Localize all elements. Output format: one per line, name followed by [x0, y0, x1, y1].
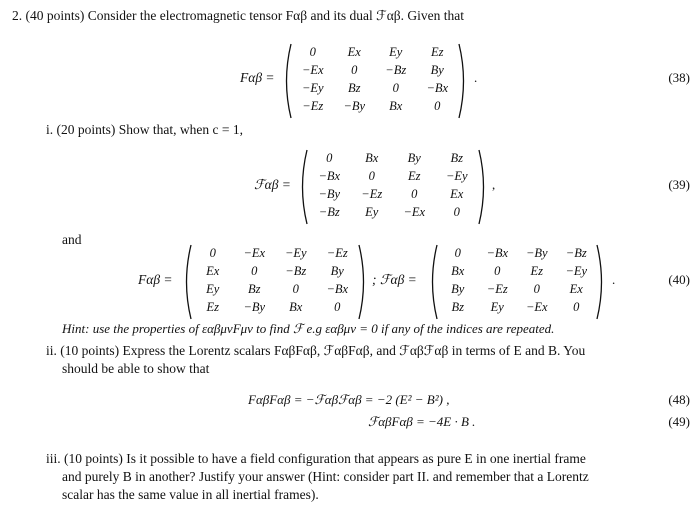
eq40-matrix-2 — [428, 243, 606, 321]
matrix-cell: Ey — [206, 282, 220, 296]
matrix-cell: 0 — [334, 300, 341, 314]
matrix-cell: Ex — [206, 264, 220, 278]
matrix-cell: Ez — [408, 169, 421, 183]
eq39-number: (39) — [668, 177, 690, 192]
part-iii-line3: scalar has the same value in all inertial frames). — [62, 487, 319, 502]
matrix-cell: By — [430, 63, 444, 77]
matrix-cell: −Ey — [565, 264, 588, 278]
left-paren — [303, 150, 308, 224]
matrix-cell: −Ey — [445, 169, 468, 183]
matrix-cell: 0 — [292, 282, 299, 296]
matrix-cell: Ez — [530, 264, 543, 278]
matrix-cell: −Ex — [525, 300, 548, 314]
matrix-cell: Bz — [248, 282, 261, 296]
eq40-number: (40) — [668, 272, 690, 287]
left-paren — [287, 44, 292, 118]
matrix-cell: Bx — [365, 151, 379, 165]
eq38-lhs: Fαβ = — [240, 70, 275, 85]
matrix-cell: 0 — [309, 45, 316, 59]
matrix-cell: −Bx — [318, 169, 341, 183]
right-paren — [359, 245, 364, 319]
matrix-cell: 0 — [453, 205, 460, 219]
part-iii-line1: iii. (10 points) Is it possible to have a field configuration that appears as pure E in one inertial frame — [46, 451, 586, 466]
eq48-number: (48) — [668, 392, 690, 407]
matrix-cell: By — [407, 151, 421, 165]
matrix-cell: Bz — [450, 151, 463, 165]
matrix-cell: −Bz — [285, 264, 307, 278]
part-iii-line2: and purely B in another? Justify your answer (Hint: consider part II. and remember that a Lorentz — [62, 469, 589, 484]
matrix-cell: 0 — [573, 300, 580, 314]
eq39-lhs: ℱαβ = — [254, 177, 291, 192]
matrix-cell: Bz — [451, 300, 464, 314]
hint-text: Hint: use the properties of εαβμνFμν to find ℱ e.g εαβμν = 0 if any of the indices are repeated. — [62, 321, 555, 336]
eq38-number: (38) — [668, 70, 690, 85]
matrix-cell: −Ez — [361, 187, 383, 201]
matrix-cell: By — [330, 264, 344, 278]
eq48-text: FαβFαβ = −ℱαβℱαβ = −2 (E² − B²) , — [248, 392, 450, 407]
matrix-cell: 0 — [454, 246, 461, 260]
part-ii-line1: ii. (10 points) Express the Lorentz scalars FαβFαβ, ℱαβFαβ, and ℱαβℱαβ in terms of E and B. You — [46, 343, 586, 358]
matrix-cell: −Ez — [326, 246, 348, 260]
matrix-cell: 0 — [392, 81, 399, 95]
matrix-cell: By — [451, 282, 465, 296]
matrix-cell: Bx — [451, 264, 465, 278]
matrix-cell: −Bz — [565, 246, 587, 260]
eq40-lhs1: Fαβ = — [138, 272, 173, 287]
matrix-cell: −Ez — [302, 99, 324, 113]
eq40-lhs2: ; ℱαβ = — [372, 272, 417, 287]
right-paren — [597, 245, 602, 319]
matrix-cell: −By — [343, 99, 366, 113]
eq38-trail: . — [474, 70, 478, 85]
matrix-cell: −By — [243, 300, 266, 314]
matrix-cell: Ey — [365, 205, 379, 219]
matrix-cell: −Bx — [426, 81, 449, 95]
matrix-cell: 0 — [494, 264, 501, 278]
matrix-cell: −By — [318, 187, 341, 201]
matrix-cell: −Bx — [486, 246, 509, 260]
matrix-cell: −Ey — [301, 81, 324, 95]
right-paren — [459, 44, 464, 118]
matrix-cell: 0 — [209, 246, 216, 260]
eq49-text: ℱαβFαβ = −4E · B . — [368, 414, 476, 429]
matrix-cell: −Ez — [486, 282, 508, 296]
matrix-cell: Ex — [569, 282, 583, 296]
eq49-number: (49) — [668, 414, 690, 429]
matrix-cell: −Ex — [301, 63, 324, 77]
matrix-cell: 0 — [411, 187, 418, 201]
matrix-cell: 0 — [326, 151, 333, 165]
matrix-cell: 0 — [368, 169, 375, 183]
matrix-cell: Bx — [289, 300, 303, 314]
matrix-cell: Ez — [206, 300, 219, 314]
matrix-cell: 0 — [434, 99, 441, 113]
eq40-matrix-1 — [182, 243, 368, 321]
matrix-cell: Ez — [431, 45, 444, 59]
matrix-cell: −Ey — [284, 246, 307, 260]
matrix-cell: −By — [525, 246, 548, 260]
left-paren — [187, 245, 192, 319]
eq39-trail: , — [492, 177, 496, 192]
matrix-cell: 0 — [533, 282, 540, 296]
eq40-trail: . — [612, 272, 616, 287]
matrix-cell: 0 — [351, 63, 358, 77]
matrix-cell: −Bx — [326, 282, 349, 296]
matrix-cell: Ey — [490, 300, 504, 314]
matrix-cell: −Ex — [403, 205, 426, 219]
eq39-matrix — [298, 148, 488, 226]
right-paren — [479, 150, 484, 224]
matrix-cell: −Bz — [385, 63, 407, 77]
part-i-text: i. (20 points) Show that, when c = 1, — [46, 122, 243, 137]
eq38-matrix — [282, 42, 468, 120]
problem-header: 2. (40 points) Consider the electromagnetic tensor Fαβ and its dual ℱαβ. Given that — [12, 8, 465, 23]
matrix-cell: Ey — [389, 45, 403, 59]
matrix-cell: −Bz — [318, 205, 340, 219]
left-paren — [433, 245, 438, 319]
matrix-cell: Ex — [450, 187, 464, 201]
matrix-cell: Ex — [347, 45, 361, 59]
part-ii-line2: should be able to show that — [62, 361, 210, 376]
matrix-cell: Bx — [389, 99, 403, 113]
matrix-cell: 0 — [251, 264, 258, 278]
and-label: and — [62, 232, 82, 247]
matrix-cell: −Ex — [243, 246, 266, 260]
matrix-cell: Bz — [348, 81, 361, 95]
